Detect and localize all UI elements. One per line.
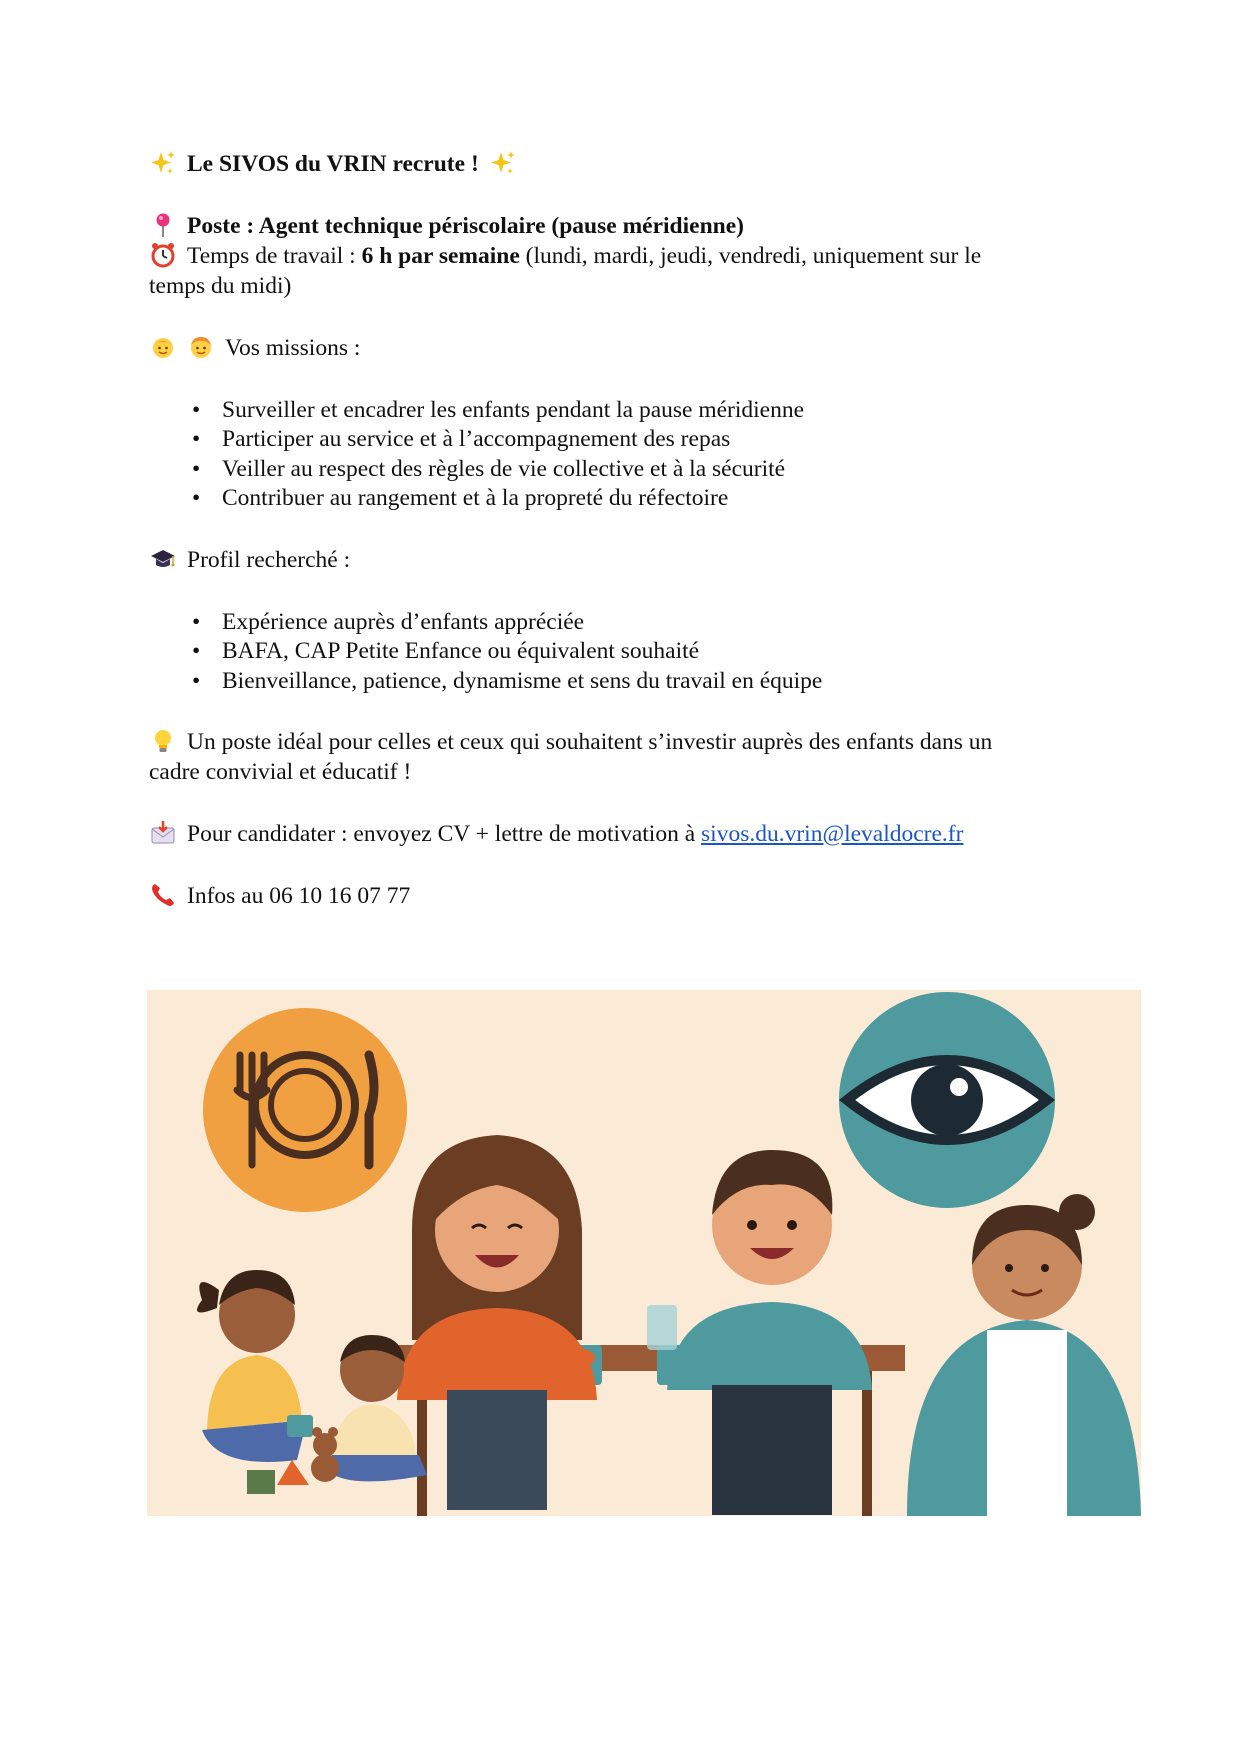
temps-block xyxy=(149,242,1089,302)
job-posting xyxy=(149,150,1089,912)
ideal-block xyxy=(149,728,1089,788)
list-item: • Expérience auprès d’enfants appréciée xyxy=(192,608,585,635)
list-item: • Contribuer au rangement et à la propreté du réfectoire xyxy=(192,485,729,511)
infos-text: Infos au 06 10 16 07 77 xyxy=(187,882,411,909)
poste-line xyxy=(149,212,1089,242)
alarm-clock-icon xyxy=(149,241,179,271)
illustration xyxy=(147,990,1141,1516)
temps-hours: 6 h par semaine xyxy=(361,243,520,269)
ideal-text: Un poste idéal pour celles et ceux qui souhaitent s’investir auprès des enfants dans un xyxy=(187,729,993,755)
cutlery-plate-icon xyxy=(203,1008,407,1212)
list-item: • BAFA, CAP Petite Enfance ou équivalent souhaité xyxy=(192,638,700,664)
list-item: • Surveiller et encadrer les enfants pendant la pause méridienne xyxy=(192,396,805,423)
eye-icon xyxy=(839,992,1055,1208)
list-item: • Participer au service et à l’accompagnement des repas xyxy=(192,426,731,452)
candidater-text: Pour candidater : envoyez CV + lettre de motivation à xyxy=(187,820,702,847)
sparkles-icon xyxy=(489,149,519,179)
email-link[interactable]: sivos.du.vrin@levaldocre.fr xyxy=(701,820,964,847)
profil-heading: Profil recherché : xyxy=(187,546,351,573)
light-bulb-icon xyxy=(149,727,179,757)
candidater-line xyxy=(149,820,1089,850)
missions-heading-line xyxy=(149,334,1089,364)
temps-details: (lundi, mardi, jeudi, vendredi, uniquement sur le xyxy=(519,243,982,269)
sparkles-icon xyxy=(149,149,179,179)
missions-heading: Vos missions : xyxy=(225,334,361,361)
telephone-icon xyxy=(149,881,179,911)
list-item: • Bienveillance, patience, dynamisme et sens du travail en équipe xyxy=(192,667,823,694)
graduation-cap-icon xyxy=(149,545,179,575)
list-item: • Veiller au respect des règles de vie collective et à la sécurité xyxy=(192,455,786,482)
page-title: Le SIVOS du VRIN recrute ! xyxy=(187,151,479,177)
pushpin-icon xyxy=(149,211,179,241)
child-icon xyxy=(149,333,179,363)
temps-label: Temps de travail : xyxy=(187,243,362,269)
poste-text: Poste : Agent technique périscolaire (pause méridienne) xyxy=(187,213,744,239)
missions-list xyxy=(149,396,1089,514)
temps-details-cont: temps du midi) xyxy=(149,273,292,299)
profil-list xyxy=(149,608,1089,697)
infos-line xyxy=(149,882,1089,912)
child-icon xyxy=(187,333,217,363)
envelope-icon xyxy=(149,819,179,849)
ideal-text-cont: cadre convivial et éducatif ! xyxy=(149,759,412,785)
profil-heading-line xyxy=(149,546,1089,576)
title-line xyxy=(149,150,1089,180)
